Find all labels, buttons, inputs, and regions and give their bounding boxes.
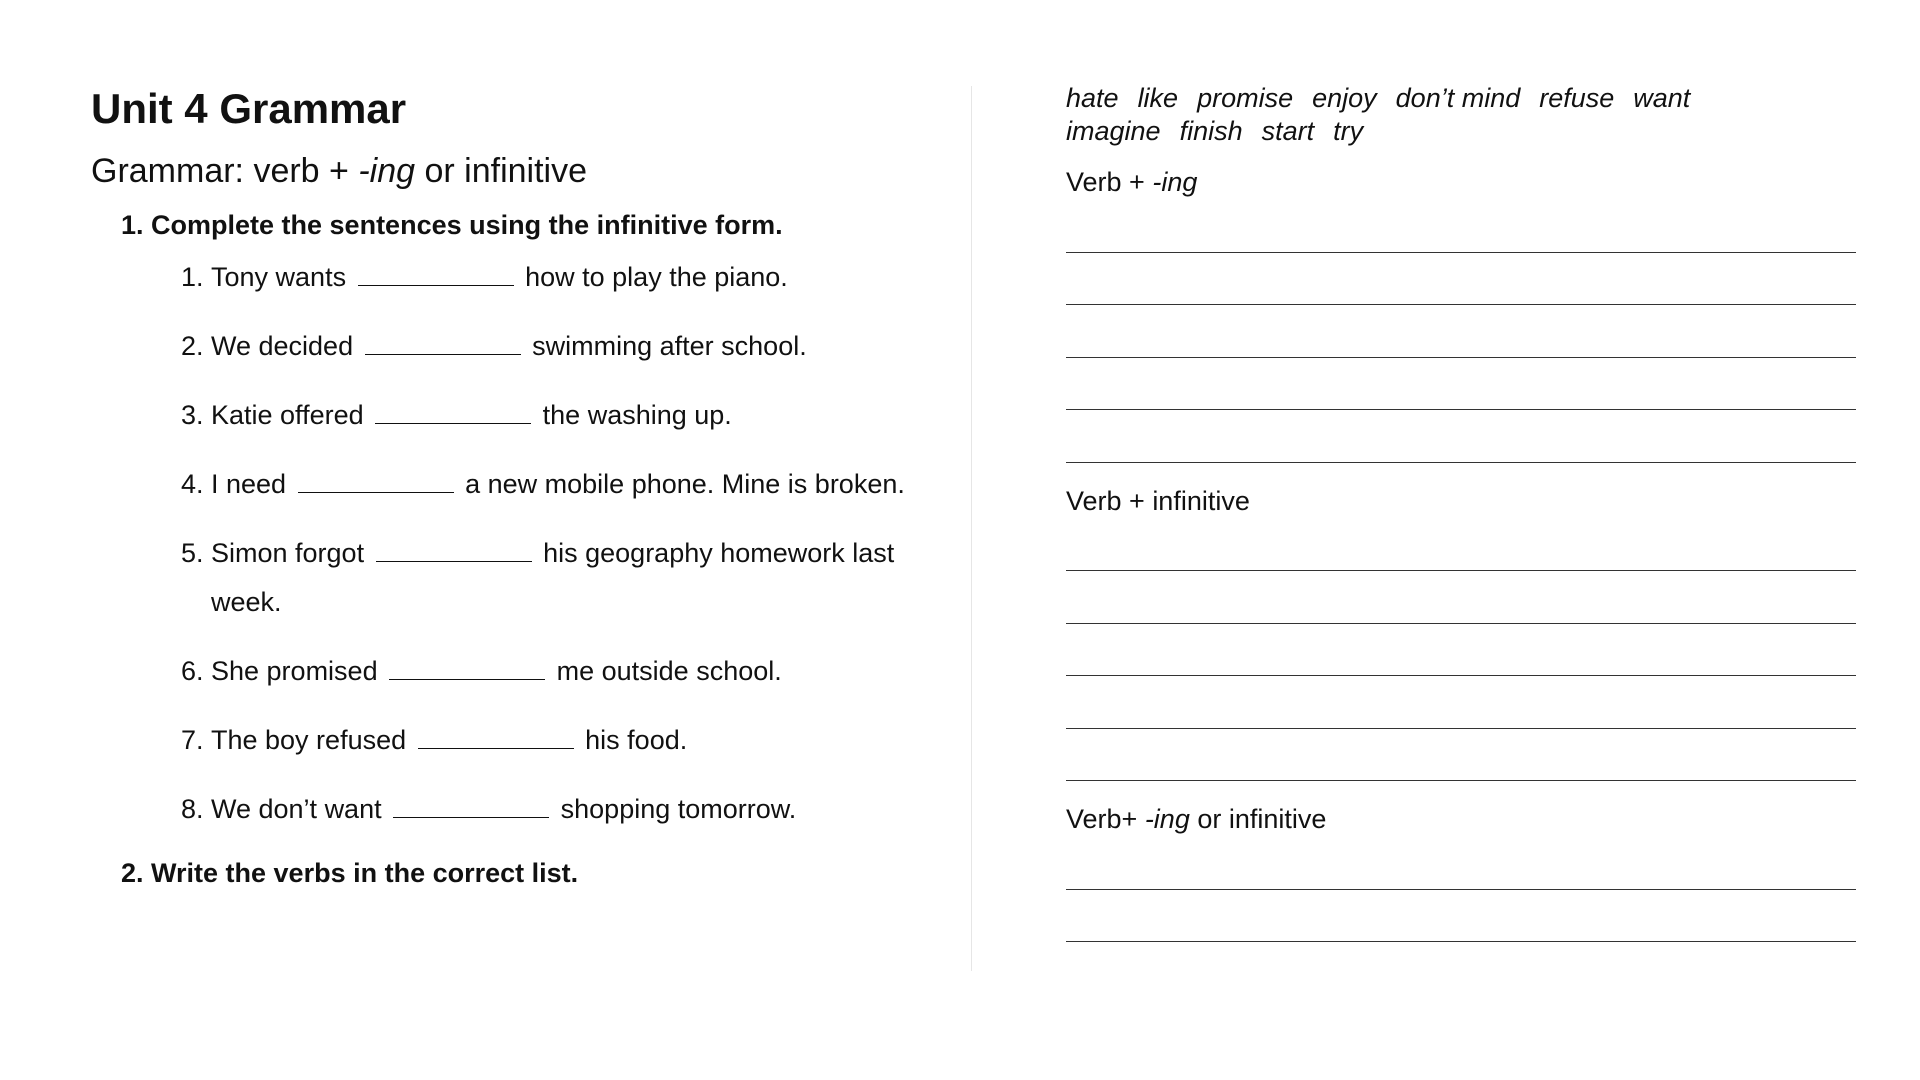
sentence-list [91, 253, 951, 834]
sentence-number: 3. [181, 400, 204, 430]
sentence-text [211, 716, 951, 765]
answer-blank[interactable] [365, 332, 521, 355]
sentence-number: 7. [181, 725, 204, 755]
sentence-after: how to play the piano. [525, 262, 788, 292]
page-title: Unit 4 Grammar [91, 85, 407, 132]
sentence-after: his geography homework last week. [211, 538, 895, 617]
column-divider [971, 86, 972, 971]
sentence-after: swimming after school. [532, 331, 807, 361]
answer-line[interactable] [1066, 890, 1856, 943]
verb-word: try [1333, 116, 1364, 146]
sentence-before: Simon forgot [211, 538, 365, 568]
sentence-before: We don’t want [211, 794, 382, 824]
sentence-text [211, 391, 951, 440]
sentence-item [181, 785, 951, 834]
subtitle-suffix: or infinitive [415, 152, 588, 190]
list-heading-both [1066, 801, 1856, 837]
answer-lines-both [1066, 837, 1856, 942]
sentence-before: She promised [211, 656, 378, 686]
sentence-before: Katie offered [211, 400, 364, 430]
sentence-number: 2. [181, 331, 204, 361]
verb-word: hate [1066, 83, 1119, 113]
sentence-text [211, 785, 951, 834]
verb-word: imagine [1066, 116, 1161, 146]
answer-line[interactable] [1066, 410, 1856, 463]
answer-blank[interactable] [298, 470, 454, 493]
right-column [1066, 82, 1856, 942]
sentence-number: 4. [181, 469, 204, 499]
answer-line[interactable] [1066, 729, 1856, 782]
answer-blank[interactable] [376, 539, 532, 562]
answer-blank[interactable] [358, 263, 514, 286]
sentence-after: a new mobile phone. Mine is broken. [465, 469, 905, 499]
sentence-item [181, 391, 951, 440]
answer-line[interactable] [1066, 676, 1856, 729]
sentence-item [181, 322, 951, 371]
verb-word: want [1633, 83, 1691, 113]
sentence-item [181, 716, 951, 765]
sentence-number: 5. [181, 538, 204, 568]
sentence-text [211, 647, 951, 696]
sentence-before: I need [211, 469, 287, 499]
sentence-before: Tony wants [211, 262, 347, 292]
list-heading-infinitive: Verb + infinitive [1066, 485, 1250, 516]
verb-word: finish [1179, 116, 1243, 146]
verb-word: promise [1197, 83, 1294, 113]
sentence-text [211, 253, 951, 302]
list-heading-italic: -ing [1152, 167, 1198, 197]
sentence-item [181, 253, 951, 302]
sentence-after: shopping tomorrow. [560, 794, 797, 824]
verb-word: enjoy [1312, 83, 1377, 113]
sentence-after: me outside school. [556, 656, 782, 686]
answer-blank[interactable] [393, 795, 549, 818]
list-heading-prefix: Verb + [1066, 167, 1153, 197]
verb-word: refuse [1539, 83, 1615, 113]
answer-line[interactable] [1066, 358, 1856, 411]
answer-line[interactable] [1066, 624, 1856, 677]
subtitle-italic: -ing [358, 152, 416, 190]
sentence-number: 6. [181, 656, 204, 686]
answer-blank[interactable] [375, 401, 531, 424]
answer-blank[interactable] [389, 657, 545, 680]
verb-word: like [1137, 83, 1179, 113]
sentence-before: We decided [211, 331, 354, 361]
answer-line[interactable] [1066, 837, 1856, 890]
answer-lines-ing [1066, 200, 1856, 463]
sentence-before: The boy refused [211, 725, 407, 755]
verb-bank-row-2 [1066, 115, 1856, 148]
list-heading-prefix: Verb+ [1066, 804, 1145, 834]
verb-word: don’t mind [1395, 83, 1521, 113]
subtitle-prefix: Grammar: verb + [91, 152, 359, 190]
sentence-after: his food. [585, 725, 688, 755]
sentence-item [181, 529, 951, 627]
exercise-2-heading: 2. Write the verbs in the correct list. [121, 858, 579, 888]
page-subtitle [91, 148, 951, 194]
answer-blank[interactable] [418, 726, 574, 749]
answer-line[interactable] [1066, 305, 1856, 358]
answer-lines-infinitive [1066, 519, 1856, 782]
answer-line[interactable] [1066, 200, 1856, 253]
sentence-text [211, 529, 951, 627]
sentence-text [211, 460, 951, 509]
exercise-1-heading: 1. Complete the sentences using the infinitive form. [121, 210, 783, 240]
left-column [91, 82, 951, 892]
answer-line[interactable] [1066, 571, 1856, 624]
answer-line[interactable] [1066, 519, 1856, 572]
sentence-number: 1. [181, 262, 204, 292]
sentence-item [181, 647, 951, 696]
list-heading-italic: -ing [1144, 804, 1190, 834]
sentence-number: 8. [181, 794, 204, 824]
answer-line[interactable] [1066, 253, 1856, 306]
verb-bank-row-1 [1066, 82, 1856, 115]
sentence-after: the washing up. [542, 400, 732, 430]
list-heading-ing [1066, 164, 1856, 200]
verb-word: start [1261, 116, 1315, 146]
sentence-text [211, 322, 951, 371]
sentence-item [181, 460, 951, 509]
list-heading-suffix: or infinitive [1189, 804, 1327, 834]
